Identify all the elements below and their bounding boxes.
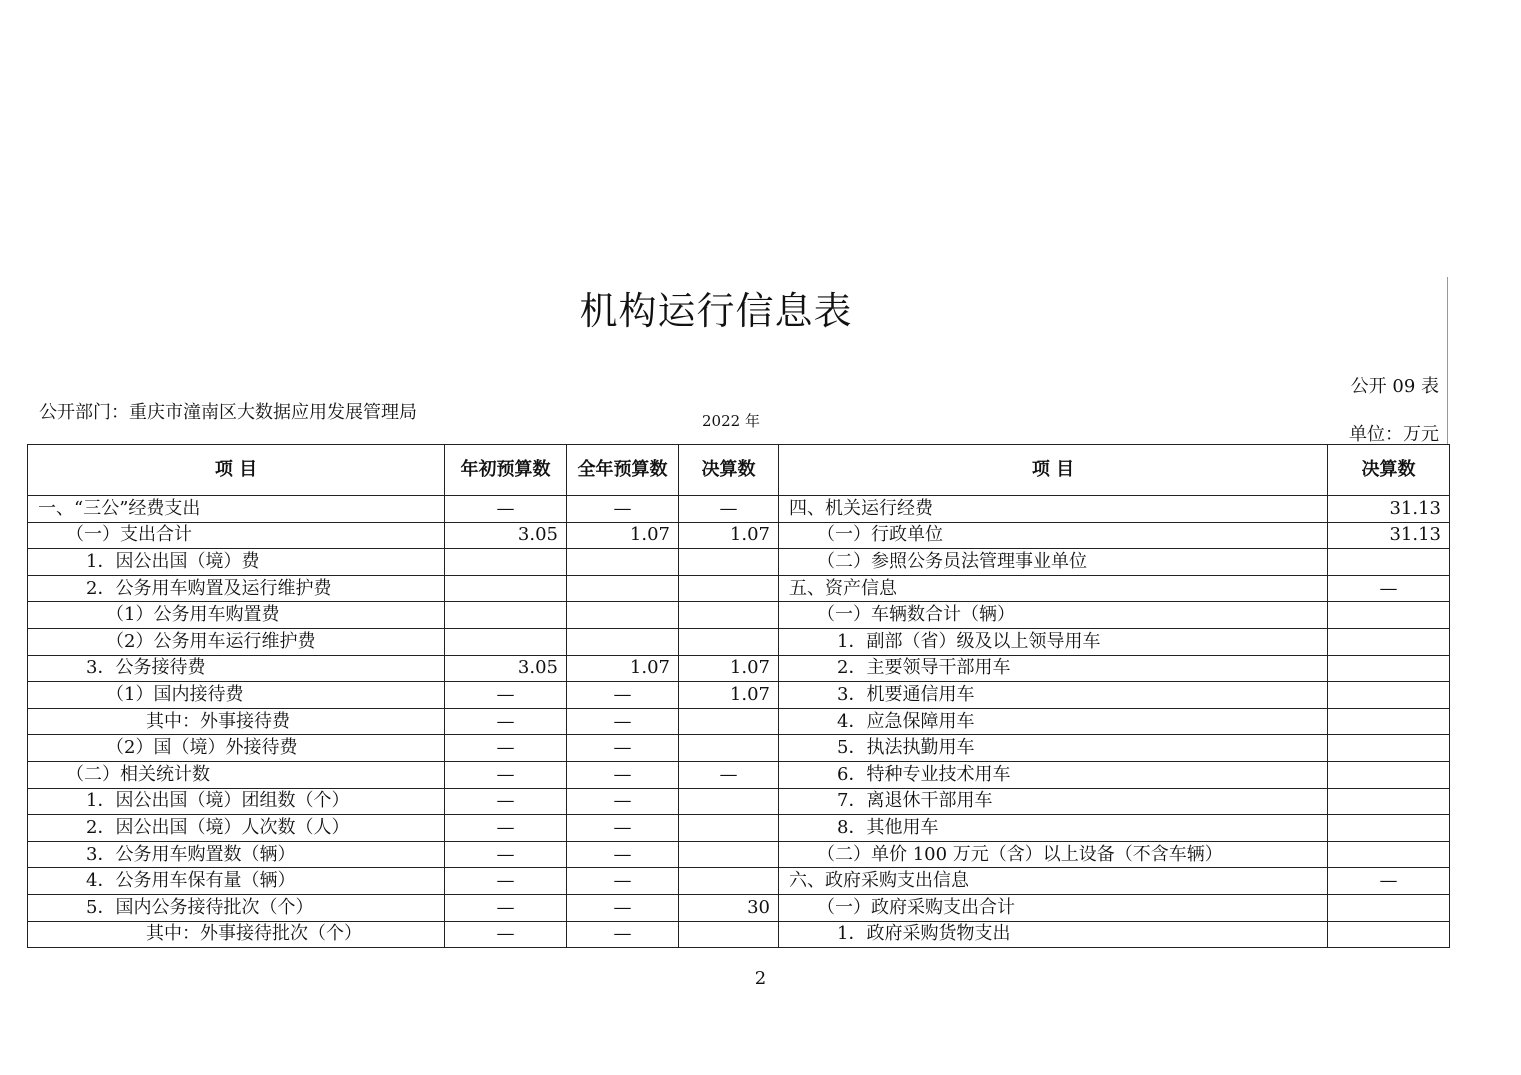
row-budget-full: — <box>567 868 679 895</box>
row-right-label: 5．执法执勤用车 <box>779 735 1328 762</box>
row-final <box>679 602 779 629</box>
row-final <box>679 815 779 842</box>
row-final-right <box>1328 788 1450 815</box>
table-row <box>28 708 1450 735</box>
table-row <box>28 496 1450 523</box>
row-final-right <box>1328 602 1450 629</box>
row-final <box>679 735 779 762</box>
row-final: 1.07 <box>679 682 779 709</box>
row-final: 1.07 <box>679 655 779 682</box>
header-budget-full-text: 全年预算数 <box>577 459 668 480</box>
header-budget-initial: 年初预算数 <box>445 445 567 496</box>
department-label: 公开部门：重庆市潼南区大数据应用发展管理局 <box>39 402 417 423</box>
row-budget-initial: — <box>445 788 567 815</box>
row-final <box>679 549 779 576</box>
row-right-label: 3．机要通信用车 <box>779 682 1328 709</box>
row-budget-full: — <box>567 841 679 868</box>
table-row <box>28 894 1450 921</box>
row-left-label: 2．因公出国（境）人次数（人） <box>28 815 445 842</box>
row-final-right <box>1328 735 1450 762</box>
row-budget-full: — <box>567 735 679 762</box>
row-budget-full: — <box>567 921 679 948</box>
header-final-right: 决算数 <box>1328 445 1450 496</box>
table-row <box>28 602 1450 629</box>
row-final-right <box>1328 841 1450 868</box>
row-budget-full <box>567 628 679 655</box>
row-right-label: （一）车辆数合计（辆） <box>779 602 1328 629</box>
row-budget-initial: — <box>445 921 567 948</box>
row-budget-full: — <box>567 708 679 735</box>
row-final <box>679 868 779 895</box>
row-budget-initial: 3.05 <box>445 522 567 549</box>
row-right-label: 四、机关运行经费 <box>779 496 1328 523</box>
row-budget-full: 1.07 <box>567 655 679 682</box>
row-right-label: 1．政府采购货物支出 <box>779 921 1328 948</box>
row-right-label: （一）政府采购支出合计 <box>779 894 1328 921</box>
row-right-label: 1．副部（省）级及以上领导用车 <box>779 628 1328 655</box>
row-final: — <box>679 496 779 523</box>
table-row <box>28 628 1450 655</box>
page-title: 机构运行信息表 <box>579 289 853 333</box>
row-final-right <box>1328 761 1450 788</box>
row-left-label: （二）相关统计数 <box>28 761 445 788</box>
year-label: 2022 年 <box>702 412 760 430</box>
row-left-label: （1）公务用车购置费 <box>28 602 445 629</box>
table-row <box>28 815 1450 842</box>
page-number: 2 <box>754 968 767 989</box>
table-row <box>28 761 1450 788</box>
table-row <box>28 868 1450 895</box>
row-final-right <box>1328 549 1450 576</box>
row-budget-initial <box>445 549 567 576</box>
row-budget-initial: — <box>445 496 567 523</box>
table-row <box>28 655 1450 682</box>
row-left-label: 1．因公出国（境）团组数（个） <box>28 788 445 815</box>
row-left-label: （2）公务用车运行维护费 <box>28 628 445 655</box>
row-budget-full: — <box>567 894 679 921</box>
row-final: — <box>679 761 779 788</box>
row-left-label: 5．国内公务接待批次（个） <box>28 894 445 921</box>
row-budget-initial <box>445 628 567 655</box>
row-budget-full: — <box>567 788 679 815</box>
header-item: 项 目 <box>28 445 445 496</box>
row-left-label: 一、“三公”经费支出 <box>28 496 445 523</box>
row-final-right: — <box>1328 575 1450 602</box>
row-budget-initial: — <box>445 815 567 842</box>
row-right-label: （二）单价 100 万元（含）以上设备（不含车辆） <box>779 841 1328 868</box>
table-row <box>28 549 1450 576</box>
row-left-label: 2．公务用车购置及运行维护费 <box>28 575 445 602</box>
row-final <box>679 921 779 948</box>
row-final-right <box>1328 655 1450 682</box>
row-left-label: 4．公务用车保有量（辆） <box>28 868 445 895</box>
row-final-right: 31.13 <box>1328 522 1450 549</box>
row-final: 1.07 <box>679 522 779 549</box>
row-budget-initial <box>445 575 567 602</box>
row-budget-initial: — <box>445 735 567 762</box>
row-budget-full: — <box>567 815 679 842</box>
row-final <box>679 788 779 815</box>
row-final-right <box>1328 921 1450 948</box>
row-final <box>679 841 779 868</box>
row-final <box>679 708 779 735</box>
row-budget-initial: — <box>445 868 567 895</box>
row-right-label: 五、资产信息 <box>779 575 1328 602</box>
row-right-label: 4．应急保障用车 <box>779 708 1328 735</box>
row-final-right <box>1328 708 1450 735</box>
row-final: 30 <box>679 894 779 921</box>
row-right-label: 6．特种专业技术用车 <box>779 761 1328 788</box>
row-budget-initial: — <box>445 761 567 788</box>
table-row <box>28 682 1450 709</box>
row-left-label: （一）支出合计 <box>28 522 445 549</box>
row-left-label: 3．公务接待费 <box>28 655 445 682</box>
row-final-right: — <box>1328 868 1450 895</box>
row-right-label: 六、政府采购支出信息 <box>779 868 1328 895</box>
row-left-label: （2）国（境）外接待费 <box>28 735 445 762</box>
header-item-right: 项 目 <box>779 445 1328 496</box>
row-final <box>679 575 779 602</box>
row-final-right <box>1328 682 1450 709</box>
row-left-label: （1）国内接待费 <box>28 682 445 709</box>
row-budget-full: — <box>567 761 679 788</box>
row-budget-full: — <box>567 682 679 709</box>
header-final: 决算数 <box>679 445 779 496</box>
table-row <box>28 735 1450 762</box>
row-right-label: （二）参照公务员法管理事业单位 <box>779 549 1328 576</box>
row-budget-full: 1.07 <box>567 522 679 549</box>
row-budget-initial: — <box>445 894 567 921</box>
row-final <box>679 628 779 655</box>
row-budget-initial: 3.05 <box>445 655 567 682</box>
row-right-label: 7．离退休干部用车 <box>779 788 1328 815</box>
row-right-label: 8．其他用车 <box>779 815 1328 842</box>
row-final-right: 31.13 <box>1328 496 1450 523</box>
row-budget-initial: — <box>445 841 567 868</box>
row-left-label: 1．因公出国（境）费 <box>28 549 445 576</box>
unit-label: 单位：万元 <box>1349 424 1439 445</box>
table-row <box>28 841 1450 868</box>
header-budget-full <box>567 445 679 496</box>
row-budget-full <box>567 602 679 629</box>
table-number: 公开 09 表 <box>1350 376 1439 397</box>
row-right-label: （一）行政单位 <box>779 522 1328 549</box>
row-final-right <box>1328 628 1450 655</box>
table-row <box>28 788 1450 815</box>
row-budget-full <box>567 549 679 576</box>
row-left-label: 其中：外事接待批次（个） <box>28 921 445 948</box>
table-row <box>28 921 1450 948</box>
row-final-right <box>1328 894 1450 921</box>
row-right-label: 2．主要领导干部用车 <box>779 655 1328 682</box>
info-table <box>27 444 1450 948</box>
table-row <box>28 522 1450 549</box>
table-header-row <box>28 445 1450 496</box>
row-budget-full: — <box>567 496 679 523</box>
row-budget-initial: — <box>445 682 567 709</box>
row-budget-initial <box>445 602 567 629</box>
row-left-label: 其中：外事接待费 <box>28 708 445 735</box>
row-left-label: 3．公务用车购置数（辆） <box>28 841 445 868</box>
table-row <box>28 575 1450 602</box>
row-budget-initial: — <box>445 708 567 735</box>
row-budget-full <box>567 575 679 602</box>
row-final-right <box>1328 815 1450 842</box>
